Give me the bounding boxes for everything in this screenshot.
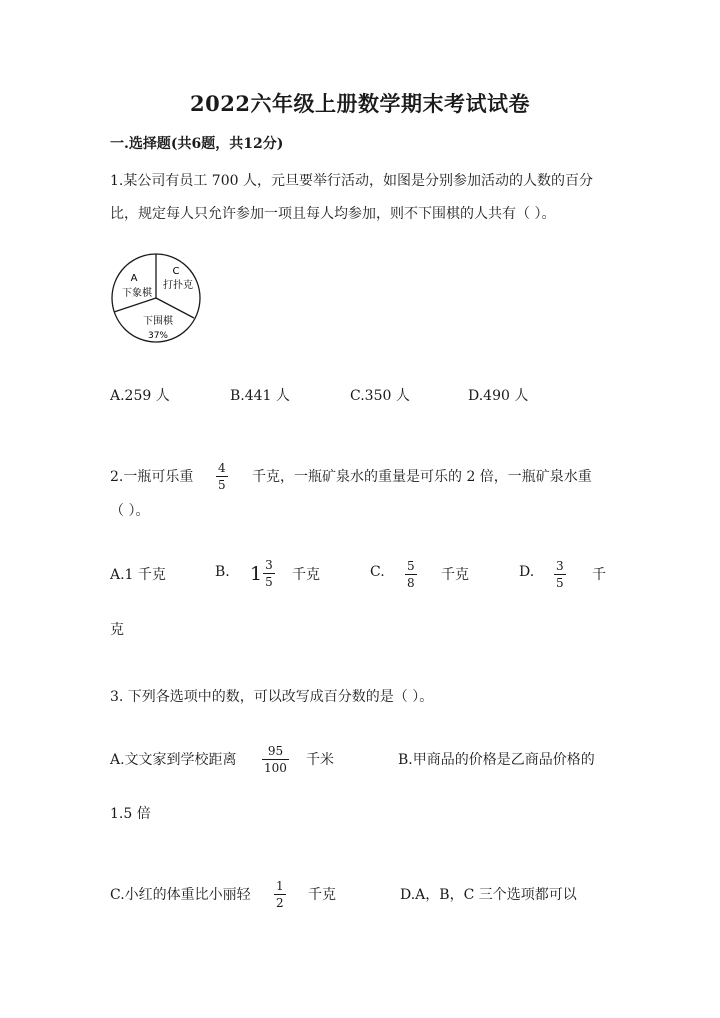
section-heading: 一.选择题(共6题，共12分) xyxy=(110,136,284,152)
q2-option-c-label: C. xyxy=(370,564,385,580)
q2-option-b-unit: 千克 xyxy=(292,567,320,583)
q2-option-d-fraction xyxy=(554,559,566,590)
q3-option-b-wrap: 1.5 倍 xyxy=(110,806,151,822)
q2-fraction-four-fifths xyxy=(216,461,228,492)
q2-option-d-label: D. xyxy=(519,564,535,580)
q3-stem: 3. 下列各选项中的数，可以改写成百分数的是（ ）。 xyxy=(110,689,434,705)
fraction-numerator: 3 xyxy=(556,559,564,573)
pie-c-letter: C xyxy=(172,266,180,277)
fraction-denominator: 8 xyxy=(407,576,415,590)
page-title: 2022六年级上册数学期末考试试卷 xyxy=(190,91,530,116)
mixed-fraction xyxy=(263,558,275,589)
fraction-numerator: 5 xyxy=(407,559,415,573)
fraction-bar xyxy=(274,894,286,895)
q1-stem-line2: 比，规定每人只允许参加一项且每人均参加，则不下围棋的人共有（ ）。 xyxy=(110,206,556,222)
q3-option-b: B.甲商品的价格是乙商品价格的 xyxy=(398,752,595,768)
q1-option-a: A.259 人 xyxy=(110,388,170,404)
pie-b-label: 下围棋 xyxy=(143,316,173,327)
fraction-denominator: 5 xyxy=(265,575,273,589)
activity-pie-chart xyxy=(108,250,204,346)
pie-b-percent: 37% xyxy=(147,331,169,341)
q1-option-b: B.441 人 xyxy=(230,388,290,404)
fraction-denominator: 5 xyxy=(218,478,226,492)
q2-option-b-mixed-number xyxy=(250,558,275,589)
fraction-bar xyxy=(216,476,228,477)
q2-option-c-unit: 千克 xyxy=(441,567,469,583)
fraction-denominator: 5 xyxy=(556,576,564,590)
q3-option-d: D.A，B，C 三个选项都可以 xyxy=(400,887,577,903)
fraction-numerator: 4 xyxy=(218,461,226,475)
pie-c-label: 打扑克 xyxy=(163,280,193,291)
q3-option-c-unit: 千克 xyxy=(308,887,336,903)
q3-option-a-unit: 千米 xyxy=(306,752,334,768)
q3-option-c-fraction xyxy=(274,879,286,910)
q3-option-a-prefix: A.文文家到学校距离 xyxy=(110,752,237,768)
pie-a-label: 下象棋 xyxy=(122,288,152,299)
fraction-numerator: 1 xyxy=(276,879,284,893)
q1-option-d: D.490 人 xyxy=(468,388,529,404)
q2-option-d-unit: 千 xyxy=(592,567,606,583)
q3-option-a-fraction xyxy=(262,744,289,775)
q1-stem-line1: 1.某公司有员工 700 人，元旦要举行活动，如图是分别参加活动的人数的百分 xyxy=(110,173,593,189)
q2-option-c-fraction xyxy=(405,559,417,590)
fraction-bar xyxy=(262,759,289,760)
q2-stem-suffix: 千克，一瓶矿泉水的重量是可乐的 2 倍，一瓶矿泉水重 xyxy=(252,469,592,485)
q3-option-c-prefix: C.小红的体重比小丽轻 xyxy=(110,887,251,903)
fraction-denominator: 100 xyxy=(264,761,287,775)
q2-stem-prefix: 2.一瓶可乐重 xyxy=(110,469,194,485)
fraction-numerator: 3 xyxy=(265,558,273,572)
q2-option-d-unit-wrap: 克 xyxy=(110,622,124,638)
fraction-bar xyxy=(263,573,275,574)
fraction-bar xyxy=(405,574,417,575)
q2-option-a: A.1 千克 xyxy=(110,567,166,583)
q2-stem-line2: （ ）。 xyxy=(110,503,150,519)
fraction-bar xyxy=(554,574,566,575)
pie-a-letter: A xyxy=(130,273,138,284)
q1-option-c: C.350 人 xyxy=(350,388,410,404)
fraction-numerator: 95 xyxy=(267,744,284,758)
q2-option-b-label: B. xyxy=(215,564,230,580)
mixed-whole: 1 xyxy=(250,562,263,585)
fraction-denominator: 2 xyxy=(276,896,284,910)
